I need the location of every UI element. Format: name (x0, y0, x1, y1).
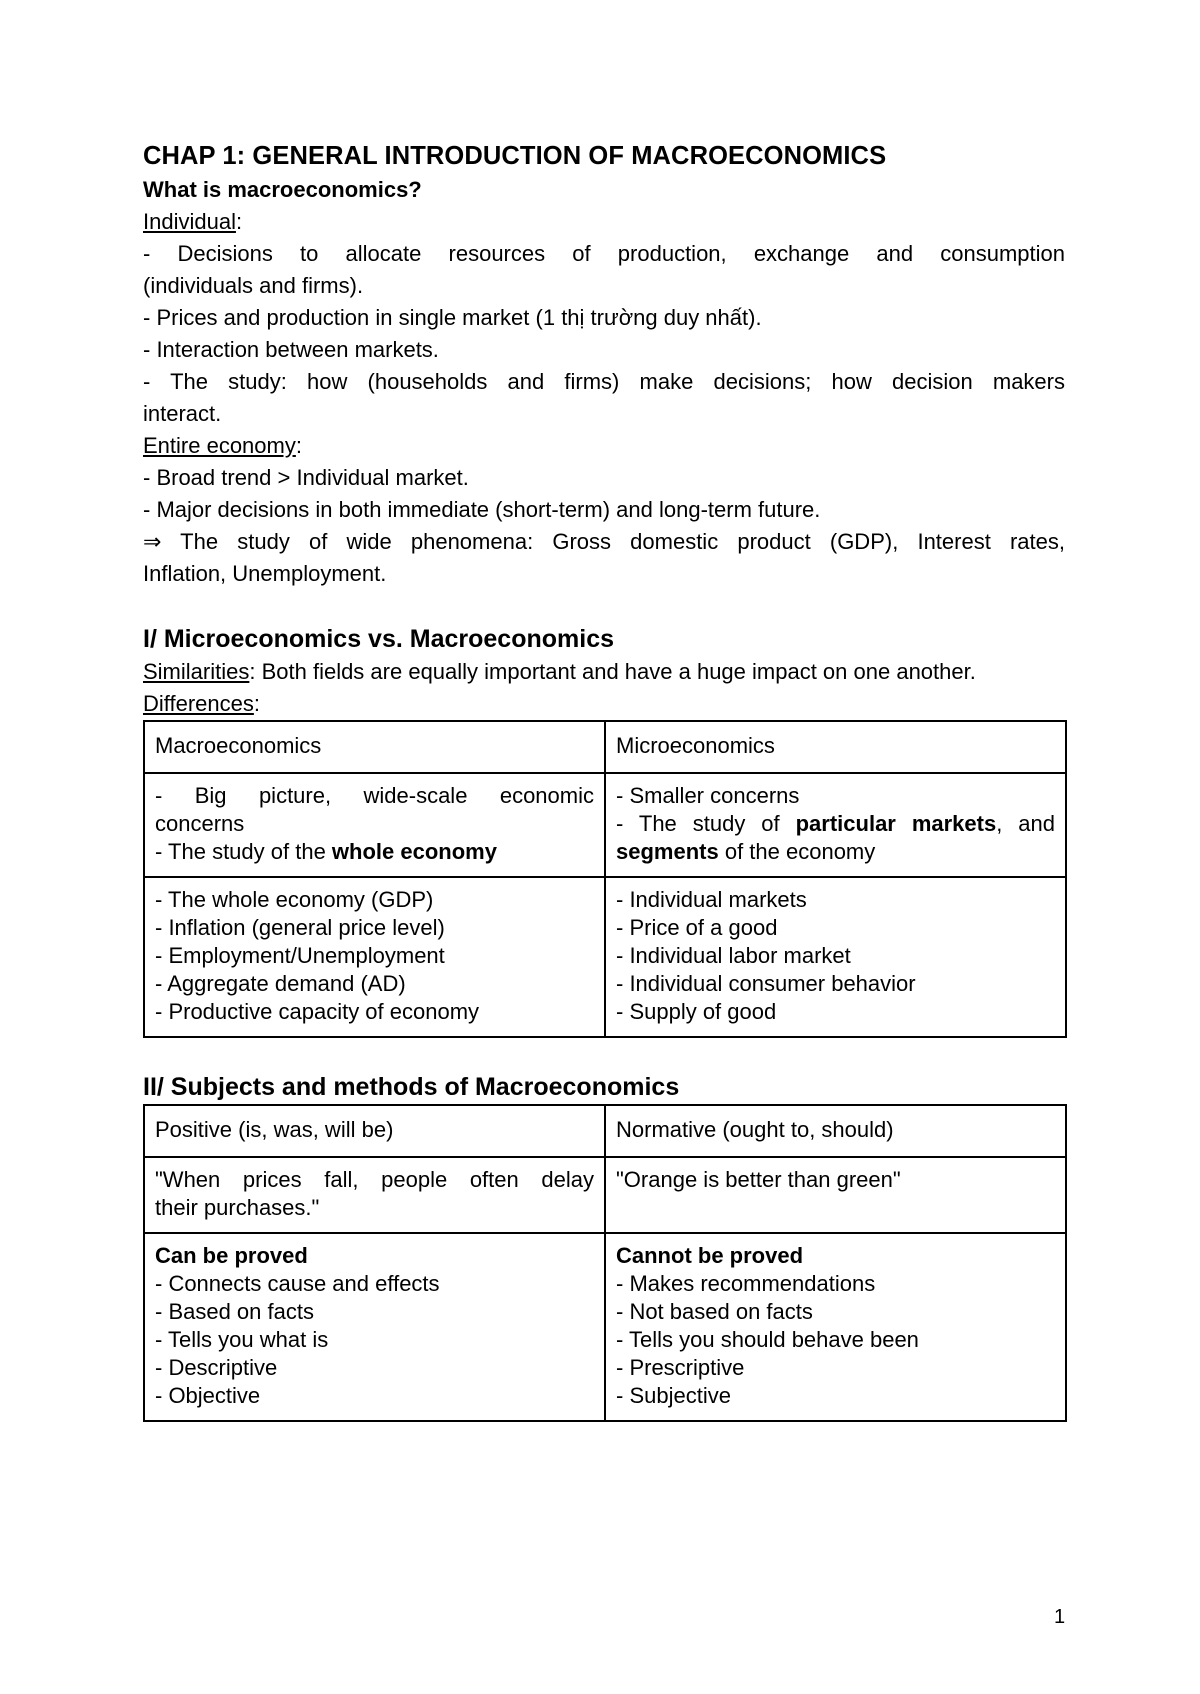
similarities-label: Similarities (143, 659, 250, 684)
cell-line: concerns (155, 811, 245, 836)
section-spacer (143, 590, 1065, 622)
cell-line: - Individual labor market (616, 943, 851, 968)
cell-line: - Individual markets (616, 887, 807, 912)
cell-line: - Subjective (616, 1383, 731, 1408)
entire-point: - Major decisions in both immediate (short-term) and long-term future. (143, 497, 821, 522)
section-spacer (143, 1038, 1065, 1070)
table-cell (605, 1233, 1066, 1421)
cell-line (155, 838, 594, 866)
cell-line: - Tells you should behave been (616, 1327, 919, 1352)
cell-line: - Individual consumer behavior (616, 971, 916, 996)
entire-economy-colon: : (295, 433, 302, 458)
cell-line: "When prices fall, people often delay (155, 1167, 594, 1192)
cell-bold-text: whole economy (331, 839, 497, 864)
cell-line: - Connects cause and effects (155, 1271, 440, 1296)
cell-line: - Descriptive (155, 1355, 278, 1380)
differences-line (143, 688, 1065, 720)
similarities-line (143, 656, 1065, 688)
table-row (144, 721, 1066, 773)
table-header-cell: Macroeconomics (144, 721, 605, 773)
cell-line: - Aggregate demand (AD) (155, 971, 406, 996)
individual-point: - Prices and production in single market (1 thị trường duy nhất). (143, 305, 762, 330)
individual-heading (143, 206, 1065, 238)
individual-point: - Decisions to allocate resources of production, exchange and consumption (143, 241, 1065, 266)
entire-point: ⇒ The study of wide phenomena: Gross domestic product (GDP), Interest rates, (143, 529, 1065, 554)
entire-point: Inflation, Unemployment. (143, 561, 387, 586)
cell-line: - Tells you what is (155, 1327, 329, 1352)
entire-economy-heading (143, 430, 1065, 462)
cell-text: , and (996, 811, 1055, 836)
cell-line: "Orange is better than green" (616, 1167, 901, 1192)
cell-text: - The study of (616, 811, 796, 836)
individual-point: interact. (143, 401, 222, 426)
cell-line: their purchases." (155, 1195, 320, 1220)
table-row (144, 1105, 1066, 1157)
cell-bold-text: particular markets (795, 811, 997, 836)
table-cell (144, 773, 605, 877)
cell-text: of the economy (718, 839, 876, 864)
table-cell (144, 1157, 605, 1233)
cell-line: - Smaller concerns (616, 783, 800, 808)
document-title: CHAP 1: GENERAL INTRODUCTION OF MACROECONOMICS (143, 142, 887, 170)
individual-colon: : (235, 209, 243, 234)
table-cell (144, 877, 605, 1037)
intro-question: What is macroeconomics? (143, 177, 422, 202)
cell-line: - Inflation (general price level) (155, 915, 445, 940)
cell-title: Can be proved (155, 1243, 308, 1268)
cell-line: - Prescriptive (616, 1355, 745, 1380)
table-row (144, 773, 1066, 877)
cell-line: - Price of a good (616, 915, 778, 940)
document-page (143, 138, 1065, 1422)
cell-line: - Based on facts (155, 1299, 314, 1324)
entire-point: - Broad trend > Individual market. (143, 465, 469, 490)
cell-line: - Objective (155, 1383, 261, 1408)
cell-bold-text: segments (616, 839, 719, 864)
cell-line: - Supply of good (616, 999, 777, 1024)
table-cell (605, 1157, 1066, 1233)
cell-line: - Not based on facts (616, 1299, 813, 1324)
entire-economy-label: Entire economy (143, 433, 296, 458)
similarities-text: : Both fields are equally important and have a huge impact on one another. (249, 659, 976, 684)
section1-heading: I/ Microeconomics vs. Macroeconomics (143, 625, 614, 653)
cell-line (616, 810, 1055, 838)
cell-line: - Big picture, wide-scale economic (155, 783, 594, 808)
cell-title: Cannot be proved (616, 1243, 804, 1268)
table-cell (144, 1233, 605, 1421)
cell-text: - The study of the (155, 839, 332, 864)
table-header-cell: Microeconomics (605, 721, 1066, 773)
cell-line (616, 838, 1055, 866)
individual-point: (individuals and firms). (143, 273, 364, 298)
cell-line: - Productive capacity of economy (155, 999, 480, 1024)
differences-label: Differences (143, 691, 254, 716)
section2-heading: II/ Subjects and methods of Macroeconomics (143, 1073, 680, 1101)
cell-line: - The whole economy (GDP) (155, 887, 434, 912)
cell-line: - Makes recommendations (616, 1271, 876, 1296)
page-number: 1 (1054, 1606, 1066, 1628)
individual-point: - Interaction between markets. (143, 337, 439, 362)
table-cell (605, 877, 1066, 1037)
table-row (144, 1157, 1066, 1233)
positive-normative-table (143, 1104, 1067, 1422)
cell-line: - Employment/Unemployment (155, 943, 445, 968)
table-cell (605, 773, 1066, 877)
individual-label: Individual (143, 209, 236, 234)
table-header-cell: Positive (is, was, will be) (144, 1105, 605, 1157)
table-row (144, 1233, 1066, 1421)
table-header-cell: Normative (ought to, should) (605, 1105, 1066, 1157)
individual-point: - The study: how (households and firms) make decisions; how decision makers (143, 369, 1065, 394)
macro-micro-table (143, 720, 1067, 1038)
table-row (144, 877, 1066, 1037)
differences-colon: : (253, 691, 260, 716)
